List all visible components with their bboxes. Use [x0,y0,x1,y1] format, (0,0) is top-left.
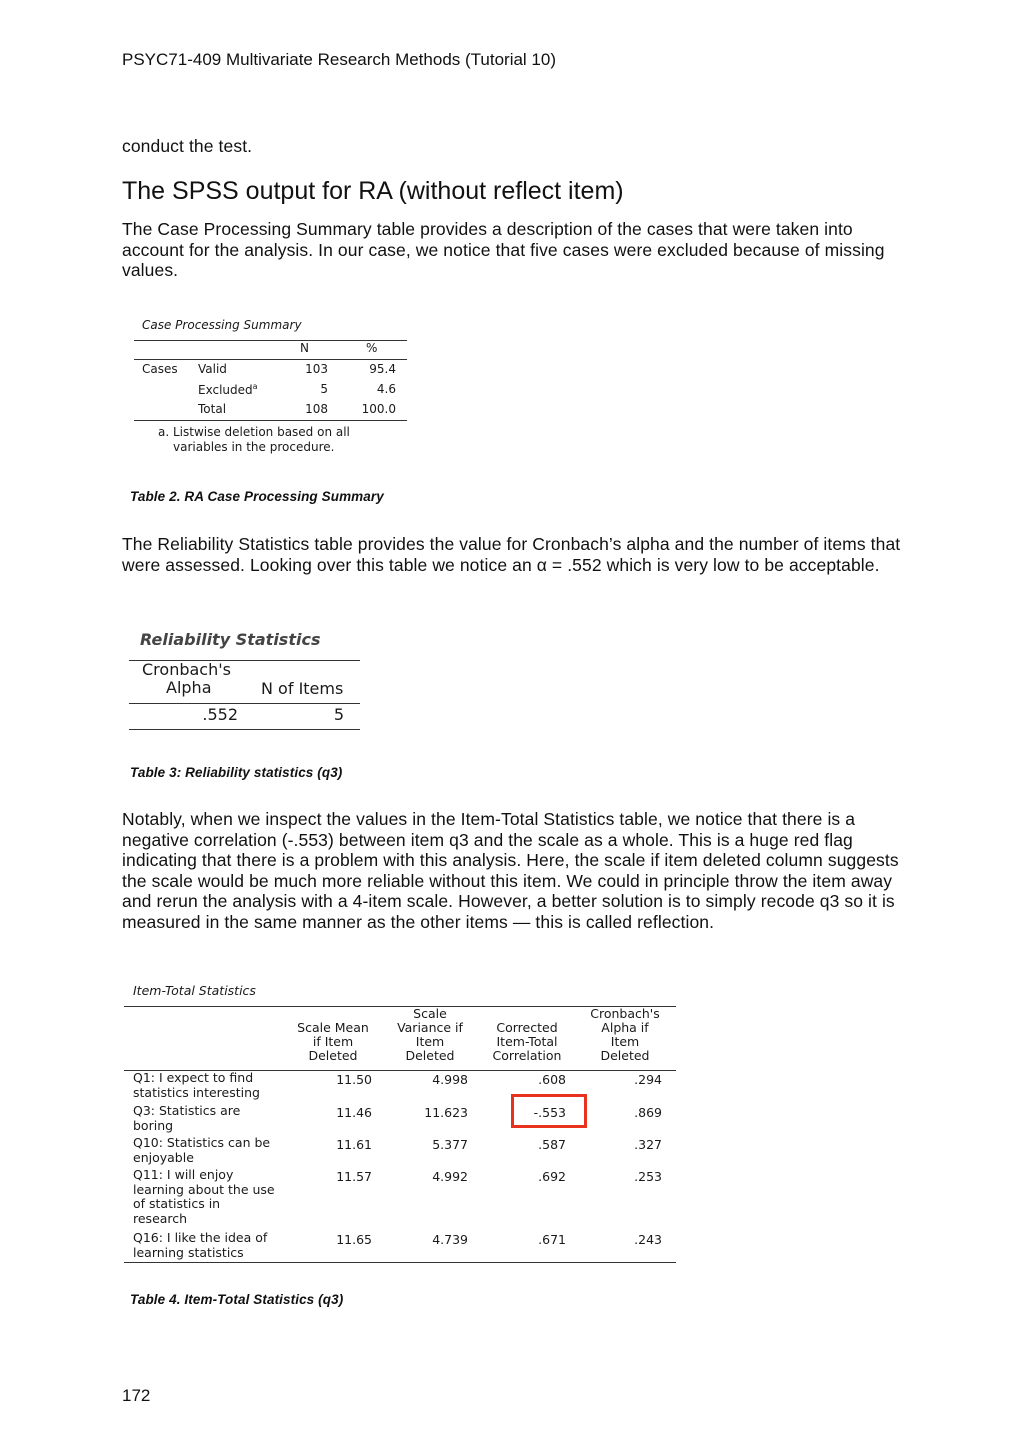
intro-fragment: conduct the test. [122,136,253,156]
col-alpha-header-line1: Cronbach's [142,660,231,679]
header-line: if Item [312,1034,354,1049]
header-line: Item [610,1034,640,1049]
case-processing-footnote [158,425,350,454]
label-line: Q1: I expect to find [133,1070,254,1085]
q3-alpha-if-deleted: .869 [634,1105,662,1120]
table-rule [124,1262,676,1263]
row-valid-label: Valid [198,362,227,376]
row-label-q16 [133,1231,267,1260]
col-scale-mean-header [284,1021,382,1063]
q16-alpha-if-deleted: .243 [634,1232,662,1247]
row-label-q11 [133,1168,275,1226]
label-line: Q3: Statistics are [133,1103,241,1118]
label-line: learning statistics [133,1244,244,1260]
header-line: Deleted [600,1048,650,1063]
header-line: Variance if [397,1020,463,1035]
item-total-title: Item-Total Statistics [133,983,256,998]
label-line: research [133,1210,188,1226]
q10-corrected-correlation: .587 [538,1137,566,1152]
header-line: Cronbach's [590,1006,660,1021]
row-label-q10 [133,1136,270,1165]
header-line: Correlation [492,1048,562,1063]
label-line: statistics interesting [133,1084,260,1100]
table-rule [129,703,360,704]
table-caption-3: Table 3: Reliability statistics (q3) [130,765,343,780]
header-line: Corrected [496,1020,558,1035]
col-alpha-header-line2: Alpha [166,678,212,697]
col-pct-header: % [366,341,378,355]
cases-label: Cases [142,362,178,376]
footnote-line: a. Listwise deletion based on all [158,425,350,439]
q3-corrected-correlation: -.553 [533,1105,566,1120]
row-excluded-label: Excluded$^a$ [198,382,258,397]
header-line: Item-Total [496,1034,558,1049]
label-line: Q11: I will enjoy [133,1167,234,1182]
row-label-q3 [133,1104,240,1133]
header-line: Scale Mean [297,1020,369,1035]
q11-scale-variance: 4.992 [432,1169,468,1184]
q10-scale-variance: 5.377 [432,1137,468,1152]
row-label-q1 [133,1071,260,1100]
negative-correlation-highlight [511,1094,587,1128]
q16-corrected-correlation: .671 [538,1232,566,1247]
col-n-header: N [300,341,309,355]
row-total-pct: 100.0 [361,402,396,416]
row-total-label: Total [198,402,227,416]
q11-scale-mean: 11.57 [336,1169,372,1184]
page-header: PSYC71-409 Multivariate Research Methods (Tutorial 10) [122,50,557,69]
col-alpha-if-deleted-header [576,1007,674,1063]
col-corrected-correlation-header [478,1021,576,1063]
paragraph-reliability: The Reliability Statistics table provides the value for Cronbach’s alpha and the number of items that were assessed. Looking over this table we notice an α = .552 which is very low to be acceptable. [122,534,901,575]
row-total-n: 108 [305,402,328,416]
footnote-marker: a [252,382,258,391]
label-line: learning about the use [133,1181,275,1197]
alpha-value: .552 [202,705,238,724]
header-line: Scale [413,1006,447,1021]
label-line: Q10: Statistics can be [133,1135,271,1150]
page-number: 172 [122,1386,151,1405]
q1-alpha-if-deleted: .294 [634,1072,662,1087]
q3-scale-variance: 11.623 [424,1105,468,1120]
q16-scale-variance: 4.739 [432,1232,468,1247]
table-rule [129,729,360,730]
q1-scale-mean: 11.50 [336,1072,372,1087]
header-line: Item [415,1034,445,1049]
q1-corrected-correlation: .608 [538,1072,566,1087]
reliability-title: Reliability Statistics [140,630,321,649]
header-line: Deleted [308,1048,358,1063]
case-processing-title: Case Processing Summary [142,318,302,332]
row-excluded-n: 5 [320,382,328,396]
q10-scale-mean: 11.61 [336,1137,372,1152]
table-rule [134,420,407,421]
col-items-header: N of Items [261,679,344,698]
q3-scale-mean: 11.46 [336,1105,372,1120]
row-excluded-pct: 4.6 [376,382,396,396]
q11-alpha-if-deleted: .253 [634,1169,662,1184]
q11-corrected-correlation: .692 [538,1169,566,1184]
q1-scale-variance: 4.998 [432,1072,468,1087]
label-line: of statistics in [133,1196,221,1211]
section-title: The SPSS output for RA (without reflect item) [122,177,624,205]
paragraph-case-summary: The Case Processing Summary table provides a description of the cases that were taken into account for the analysis. In our case, we notice that five cases were excluded because of missing values. [122,219,885,280]
header-line: Alpha if [601,1020,649,1035]
header-line: Deleted [405,1048,455,1063]
table-rule [134,359,407,360]
label-line: enjoyable [133,1149,194,1165]
label-line: boring [133,1117,174,1133]
col-scale-variance-header [382,1007,478,1063]
label-line: Q16: I like the idea of [133,1230,268,1245]
paragraph-item-total: Notably, when we inspect the values in the Item-Total Statistics table, we notice that there is a negative correlation (-.553) between item q3 and the scale as a whole. This is a huge red flag indicating that there is a problem with this analysis. Here, the scale if item deleted column suggests the scale would be much more reliable without this item. We could in principle throw the item away and rerun the analysis with a 4-item scale. However, a better solution is to simply recode q3 so it is measured in the same manner as the other items — this is called reflection. [122,809,899,932]
q16-scale-mean: 11.65 [336,1232,372,1247]
n-items-value: 5 [333,705,344,724]
footnote-line: variables in the procedure. [173,439,335,454]
q10-alpha-if-deleted: .327 [634,1137,662,1152]
table-caption-2: Table 2. RA Case Processing Summary [130,489,384,504]
table-caption-4: Table 4. Item-Total Statistics (q3) [130,1292,344,1307]
row-valid-pct: 95.4 [369,362,396,376]
row-valid-n: 103 [305,362,328,376]
